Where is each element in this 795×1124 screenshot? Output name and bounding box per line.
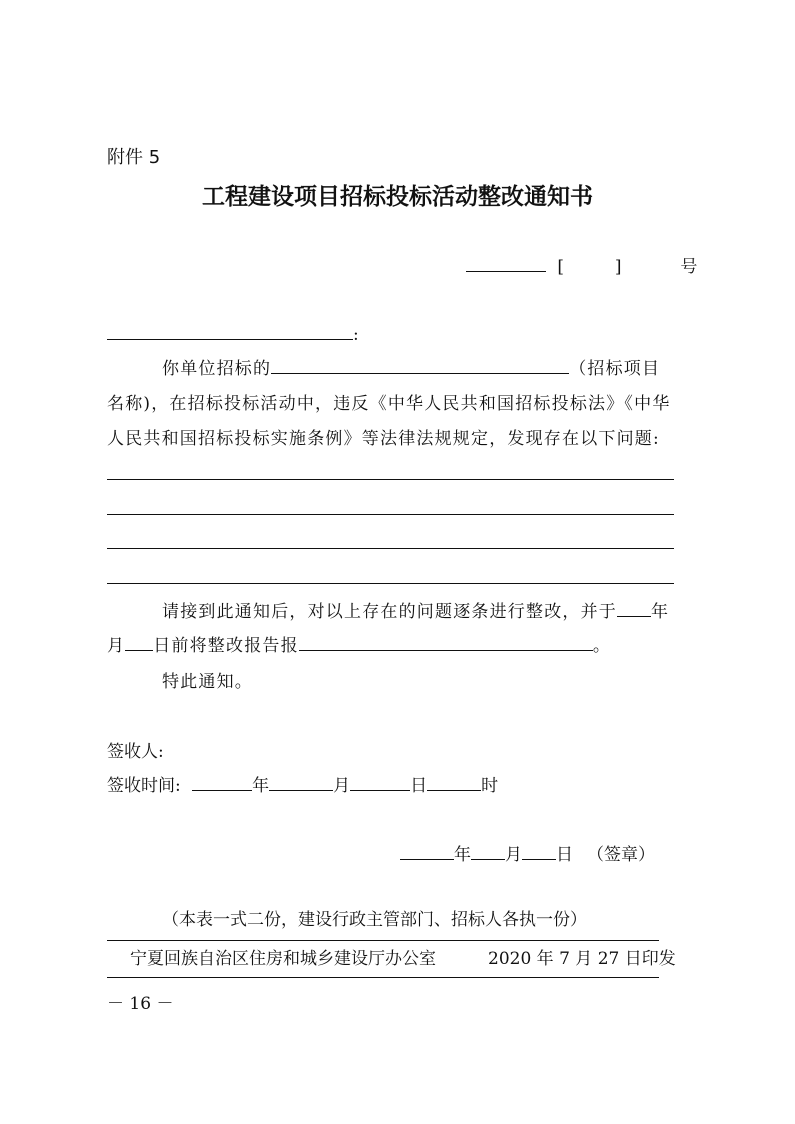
receipt-year-label: 年 — [252, 776, 270, 796]
problem-line-1 — [107, 479, 674, 480]
body-line-2: 名称)，在招标投标活动中，违反《中华人民共和国招标投标法》《中华 — [107, 394, 671, 414]
instruction-line-1 — [162, 600, 669, 624]
page-number: － 16 － — [107, 994, 174, 1014]
problem-line-4 — [107, 583, 674, 584]
sign-day-blank — [522, 858, 556, 860]
sign-year-label: 年 — [454, 845, 471, 865]
issue-date: 2020 年 7 月 27 日印发 — [488, 949, 676, 969]
body-line-1 — [162, 357, 660, 381]
document-title: 工程建设项目招标投标活动整改通知书 — [202, 184, 593, 210]
sign-year-blank — [400, 858, 454, 860]
receipt-month-label: 月 — [333, 776, 351, 796]
doc-number-row — [466, 255, 697, 279]
doc-number-prefix-blank — [466, 270, 546, 272]
instruction-line-2 — [107, 634, 611, 658]
attachment-label: 附件 5 — [107, 147, 161, 168]
sign-day-label: 日 — [556, 845, 573, 865]
footer-top-rule — [107, 940, 659, 941]
deadline-year-label: 年 — [651, 602, 670, 622]
doc-number-close-bracket: ] — [614, 257, 622, 277]
problem-line-2 — [107, 514, 674, 515]
report-recipient-blank — [299, 649, 593, 651]
deadline-year-blank — [617, 615, 651, 617]
instruction-line-2-end: 。 — [592, 636, 612, 656]
addressee-colon: : — [353, 325, 359, 345]
footer-bottom-rule — [107, 977, 659, 978]
receipt-time-label: 签收时间: — [107, 776, 181, 796]
receipt-month-blank — [269, 789, 333, 791]
doc-number-open-bracket: [ — [557, 257, 565, 277]
receipt-day-label: 日 — [410, 776, 428, 796]
signature-date-row — [400, 843, 655, 867]
sign-month-label: 月 — [505, 845, 522, 865]
addressee-blank — [107, 338, 353, 340]
instruction-line-2-text: 日前将整改报告报 — [153, 636, 299, 656]
receipt-day-blank — [350, 789, 410, 791]
sign-month-blank — [471, 858, 505, 860]
seal-label: （签章） — [587, 845, 655, 865]
problem-line-3 — [107, 548, 674, 549]
deadline-month-label: 月 — [107, 636, 126, 656]
receipt-year-blank — [192, 789, 252, 791]
receipt-time-row — [107, 774, 498, 798]
body-line-1-prefix: 你单位招标的 — [162, 359, 272, 379]
closing-text: 特此通知。 — [162, 672, 253, 692]
receipt-hour-blank — [427, 789, 481, 791]
project-name-blank — [271, 372, 569, 374]
body-line-3: 人民共和国招标投标实施条例》等法律法规规定，发现存在以下问题: — [107, 429, 660, 449]
doc-number-suffix: 号 — [680, 257, 698, 277]
issuer: 宁夏回族自治区住房和城乡建设厅办公室 — [130, 949, 436, 969]
body-line-1-suffix: （招标项目 — [569, 359, 661, 379]
receipt-hour-label: 时 — [481, 776, 499, 796]
signer-label: 签收人: — [107, 742, 164, 762]
copies-note: （本表一式二份，建设行政主管部门、招标人各执一份） — [162, 910, 587, 930]
instruction-line-1-text: 请接到此通知后，对以上存在的问题逐条进行整改，并于 — [162, 602, 617, 622]
deadline-day-blank — [125, 649, 153, 651]
addressee-row — [107, 323, 359, 347]
